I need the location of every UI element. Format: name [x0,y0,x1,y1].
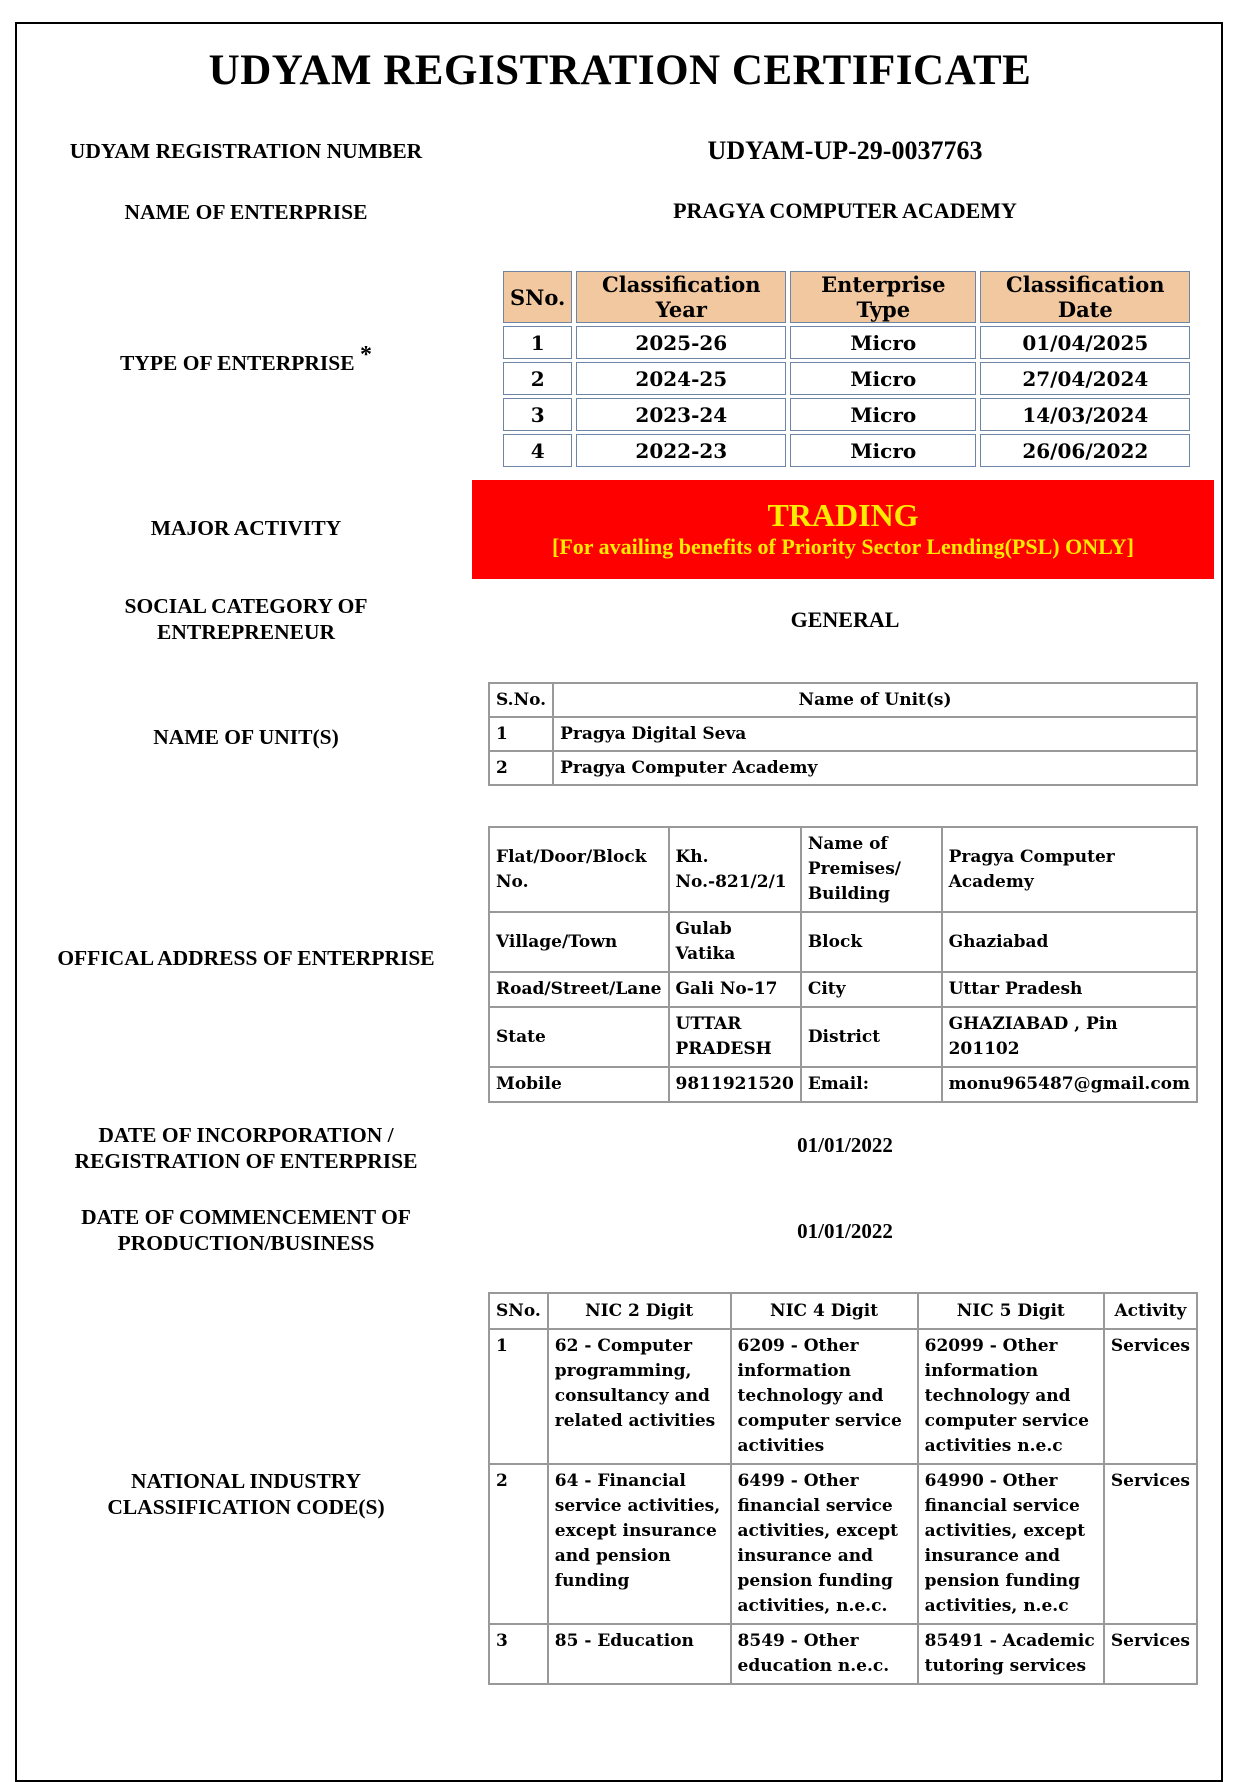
nic-table [488,1292,1198,1685]
classification-table [499,268,1194,470]
nic-sno: 3 [489,1624,548,1684]
classification-year: 2025-26 [576,326,786,359]
asterisk-marker: * [359,342,372,368]
mobile-value: 9811921520 [669,1067,801,1102]
nic-2digit: 62 - Computer programming, consultancy and related activities [548,1329,731,1464]
classification-sno: 1 [503,326,572,359]
email-value: monu965487@gmail.com [942,1067,1197,1102]
nic-header-row [489,1293,1197,1329]
block-label: Block [801,912,942,972]
units-header-row [489,683,1197,717]
flat-value: Kh. No.-821/2/1 [669,827,801,912]
nic-2digit: 64 - Financial service activities, except insurance and pension funding [548,1464,731,1624]
nic-header-2digit: NIC 2 Digit [548,1293,731,1329]
city-value: Uttar Pradesh [942,972,1197,1007]
commencement-label-line2: PRODUCTION/BUSINESS [117,1231,375,1255]
incorporation-date-value: 01/01/2022 [797,1133,893,1157]
table-row [489,1464,1197,1624]
classification-header-row [503,271,1190,323]
city-label: City [801,972,942,1007]
units-header-name: Name of Unit(s) [553,683,1197,717]
incorporation-date-label [30,1122,462,1174]
classification-row [503,362,1190,395]
nic-4digit: 6209 - Other information technology and computer service activities [731,1329,918,1464]
address-table [488,826,1198,1103]
state-label: State [489,1007,669,1067]
units-label: NAME OF UNIT(S) [153,725,339,749]
social-category-label [30,593,462,645]
classification-date: 01/04/2025 [980,326,1190,359]
incorporation-label-line2: REGISTRATION OF ENTERPRISE [74,1149,418,1173]
major-activity-value: TRADING [767,497,919,533]
commencement-date-value: 01/01/2022 [797,1219,893,1243]
classification-header-sno: SNo. [503,271,572,323]
classification-header-date: Classification Date [980,271,1190,323]
unit-sno: 1 [489,717,553,751]
social-category-label-line2: ENTREPRENEUR [157,620,335,644]
classification-type: Micro [790,326,976,359]
unit-name: Pragya Computer Academy [553,751,1197,785]
address-label: OFFICAL ADDRESS OF ENTERPRISE [57,946,435,970]
classification-type: Micro [790,398,976,431]
classification-year: 2023-24 [576,398,786,431]
email-label: Email: [801,1067,942,1102]
major-activity-note: [For availing benefits of Priority Sector Lending(PSL) ONLY] [552,534,1134,559]
nic-activity: Services [1104,1464,1197,1624]
major-activity-label: MAJOR ACTIVITY [150,516,342,540]
mobile-label: Mobile [489,1067,669,1102]
enterprise-type-label-text: TYPE OF ENTERPRISE [120,351,355,375]
units-header-sno: S.No. [489,683,553,717]
flat-label: Flat/Door/Block No. [489,827,669,912]
table-row [489,1329,1197,1464]
table-row [489,717,1197,751]
nic-sno: 1 [489,1329,548,1464]
village-value: Gulab Vatika [669,912,801,972]
nic-5digit: 85491 - Academic tutoring services [918,1624,1104,1684]
nic-label-line2: CLASSIFICATION CODE(S) [107,1495,385,1519]
enterprise-name-label: NAME OF ENTERPRISE [124,200,368,224]
nic-4digit: 6499 - Other financial service activities, except insurance and pension funding activities, n.e.c. [731,1464,918,1624]
block-value: Ghaziabad [942,912,1197,972]
social-category-label-line1: SOCIAL CATEGORY OF [124,594,368,618]
table-row [489,1624,1197,1684]
commencement-label-line1: DATE OF COMMENCEMENT OF [81,1205,411,1229]
table-row [489,912,1197,972]
classification-date: 27/04/2024 [980,362,1190,395]
registration-number-value: UDYAM-UP-29-0037763 [707,136,983,165]
classification-year: 2022-23 [576,434,786,467]
incorporation-label-line1: DATE OF INCORPORATION / [98,1123,394,1147]
classification-date: 26/06/2022 [980,434,1190,467]
nic-sno: 2 [489,1464,548,1624]
classification-sno: 2 [503,362,572,395]
classification-header-type: Enterprise Type [790,271,976,323]
classification-row [503,434,1190,467]
nic-header-activity: Activity [1104,1293,1197,1329]
classification-row [503,326,1190,359]
classification-header-year: Classification Year [576,271,786,323]
nic-2digit: 85 - Education [548,1624,731,1684]
road-value: Gali No-17 [669,972,801,1007]
major-activity-banner [472,480,1214,579]
classification-sno: 3 [503,398,572,431]
table-row [489,751,1197,785]
table-row [489,827,1197,912]
classification-date: 14/03/2024 [980,398,1190,431]
nic-header-4digit: NIC 4 Digit [731,1293,918,1329]
registration-number-label: UDYAM REGISTRATION NUMBER [69,139,423,163]
village-label: Village/Town [489,912,669,972]
enterprise-type-label [30,342,462,376]
nic-header-sno: SNo. [489,1293,548,1329]
units-table [488,682,1198,786]
nic-5digit: 62099 - Other information technology and computer service activities n.e.c [918,1329,1104,1464]
table-row [489,972,1197,1007]
nic-4digit: 8549 - Other education n.e.c. [731,1624,918,1684]
commencement-date-label [30,1204,462,1256]
classification-sno: 4 [503,434,572,467]
classification-year: 2024-25 [576,362,786,395]
unit-sno: 2 [489,751,553,785]
premises-value: Pragya Computer Academy [942,827,1197,912]
road-label: Road/Street/Lane [489,972,669,1007]
table-row [489,1007,1197,1067]
district-label: District [801,1007,942,1067]
nic-label-line1: NATIONAL INDUSTRY [130,1469,361,1493]
classification-type: Micro [790,434,976,467]
nic-header-5digit: NIC 5 Digit [918,1293,1104,1329]
certificate-title: UDYAM REGISTRATION CERTIFICATE [208,47,1032,94]
nic-label [30,1468,462,1520]
state-value: UTTAR PRADESH [669,1007,801,1067]
classification-type: Micro [790,362,976,395]
premises-label: Name of Premises/ Building [801,827,942,912]
table-row [489,1067,1197,1102]
social-category-value: GENERAL [790,607,900,632]
unit-name: Pragya Digital Seva [553,717,1197,751]
enterprise-name-value: PRAGYA COMPUTER ACADEMY [673,198,1017,223]
district-value: GHAZIABAD , Pin 201102 [942,1007,1197,1067]
nic-activity: Services [1104,1329,1197,1464]
nic-5digit: 64990 - Other financial service activities, except insurance and pension funding activities, n.e.c [918,1464,1104,1624]
classification-row [503,398,1190,431]
nic-activity: Services [1104,1624,1197,1684]
